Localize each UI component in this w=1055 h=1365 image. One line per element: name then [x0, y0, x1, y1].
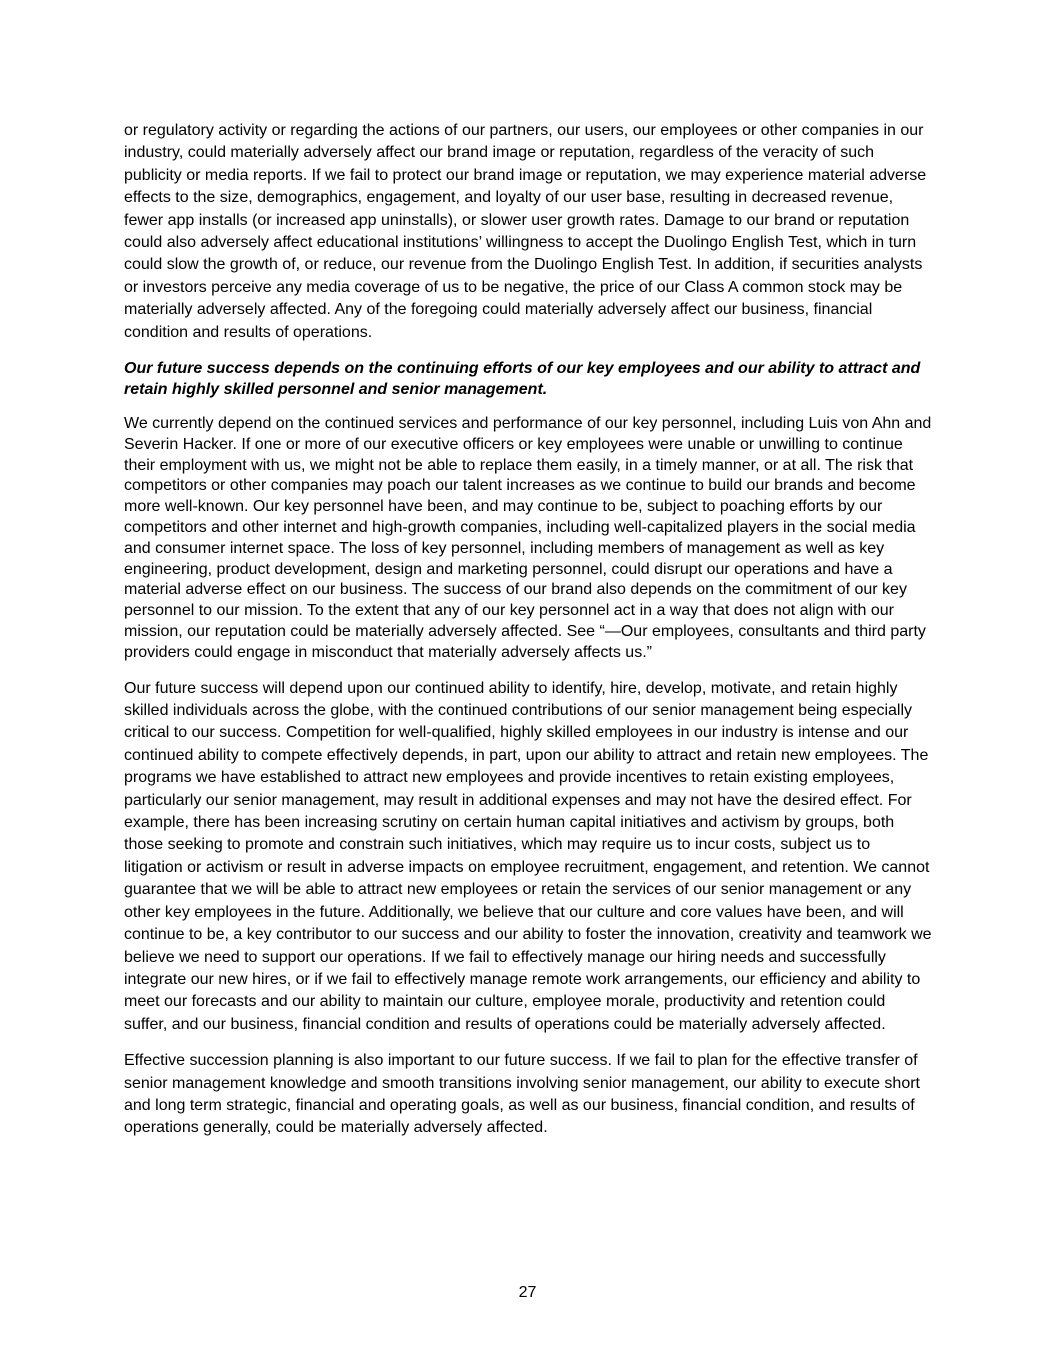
paragraph-succession-planning: Effective succession planning is also important to our future success. If we fail to plan for the effective transfer of senior management knowledge and smooth transitions involving senior management, our ability to execute short and long term strategic, financial and operating goals, as well as our business, financial condition, and results of operations generally, could be materially adversely affected. [124, 1052, 920, 1137]
page-number: 27 [518, 1284, 537, 1301]
page-body [124, 120, 932, 1154]
paragraph-brand-reputation: or regulatory activity or regarding the actions of our partners, our users, our employees or other companies in our industry, could materially adversely affect our brand image or reputation, regardless of the veracity of such publicity or media reports. If we fail to protect our brand image or reputation, we may experience material adverse effects to the size, demographics, engagement, and loyalty of our user base, resulting in decreased revenue, fewer app installs (or increased app uninstalls), or slower user growth rates. Damage to our brand or reputation could also adversely affect educational institutions’ willingness to accept the Duolingo English Test, which in turn could slow the growth of, or reduce, our revenue from the Duolingo English Test. In addition, if securities analysts or investors perceive any media coverage of us to be negative, the price of our Class A common stock may be materially adversely affected. Any of the foregoing could materially adversely affect our business, financial condition and results of operations. [124, 122, 927, 341]
section-heading-key-employees: Our future success depends on the continuing efforts of our key employees and our ability to attract and retain highly skilled personnel and senior management. [124, 360, 921, 399]
paragraph-future-success: Our future success will depend upon our continued ability to identify, hire, develop, motivate, and retain highly skilled individuals across the globe, with the continued contributions of our senior management being especially critical to our success. Competition for well-qualified, highly skilled employees in our industry is intense and our continued ability to compete effectively depends, in part, upon our ability to attract and retain new employees. The programs we have established to attract new employees and provide incentives to retain existing employees, particularly our senior management, may result in additional expenses and may not have the desired effect. For example, there has been increasing scrutiny on certain human capital initiatives and activism by groups, both those seeking to promote and constrain such initiatives, which may require us to incur costs, subject us to litigation or activism or result in adverse impacts on employee recruitment, engagement, and retention. We cannot guarantee that we will be able to attract new employees or retain the services of our senior management or any other key employees in the future. Additionally, we believe that our culture and core values have been, and will continue to be, a key contributor to our success and our ability to foster the innovation, creativity and teamwork we believe we need to support our operations. If we fail to effectively manage our hiring needs and successfully integrate our new hires, or if we fail to effectively manage remote work arrangements, our efficiency and ability to meet our forecasts and our ability to maintain our culture, employee morale, productivity and retention could suffer, and our business, financial condition and results of operations could be materially adversely affected. [124, 679, 932, 1033]
paragraph-key-personnel: We currently depend on the continued services and performance of our key personnel, including Luis von Ahn and Severin Hacker. If one or more of our executive officers or key employees were unable or unwilling to continue their employment with us, we might not be able to replace them easily, in a timely manner, or at all. The risk that competitors or other companies may poach our talent increases as we continue to build our brands and become more well-known. Our key personnel have been, and may continue to be, subject to poaching efforts by our competitors and other internet and high-growth companies, including well-capitalized players in the social media and consumer internet space. The loss of key personnel, including members of management as well as key engineering, product development, design and marketing personnel, could disrupt our operations and have a material adverse effect on our business. The success of our brand also depends on the commitment of our key personnel to our mission. To the extent that any of our key personnel act in a way that does not align with our mission, our reputation could be materially adversely affected. See “—Our employees, consultants and third party providers could engage in misconduct that materially adversely affects us.” [124, 415, 932, 661]
